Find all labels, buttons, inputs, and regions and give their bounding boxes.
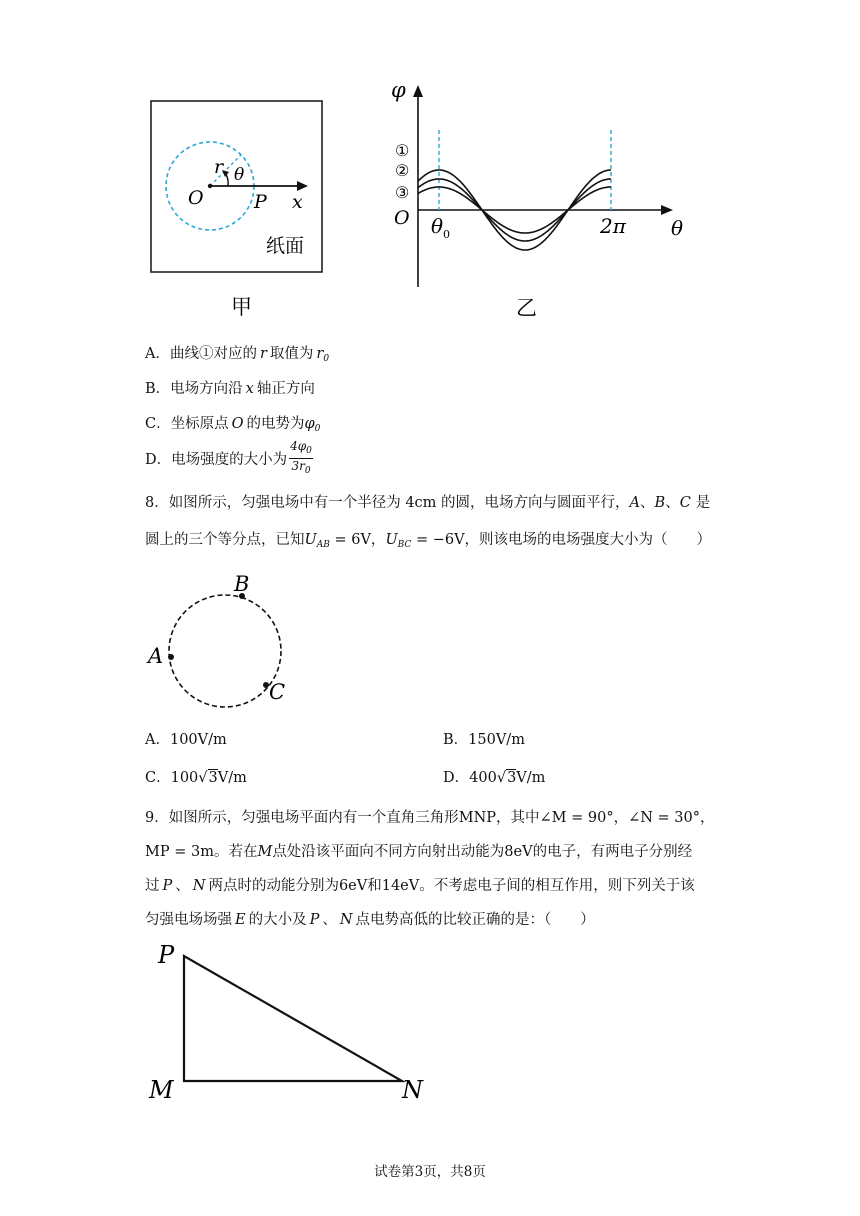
q8-text-2a: 圆上的三个等分点，已知 (145, 532, 305, 548)
q7-option-d[interactable] (145, 439, 313, 478)
triangle-mnp (184, 956, 402, 1081)
q8-text-1b: 是 (695, 495, 711, 511)
q8-option-d-radicand: 3 (507, 770, 517, 786)
q8-option-d[interactable] (443, 766, 545, 787)
fraction-numerator: 4φ (290, 439, 307, 453)
q8-var-b: B (654, 495, 666, 511)
q8-ubc-value: = −6V，则该电场的电场强度大小为（ ） (411, 532, 712, 548)
origin-dot (208, 184, 212, 188)
label-phi: φ (391, 78, 406, 102)
q9-label-m: M (149, 1076, 174, 1104)
q8-option-c[interactable] (145, 766, 247, 787)
q8-text-1a: 8．如图所示，匀强电场中有一个半径为 4cm 的圆，电场方向与圆面平行， (145, 495, 630, 511)
label-theta-axis: θ (671, 216, 684, 240)
q9-text-3b: 、 (175, 878, 190, 894)
q9-var-p2: P (309, 912, 320, 928)
q9-label-n: N (402, 1076, 423, 1104)
q8-var-a: A (629, 495, 641, 511)
caption-yi: 乙 (516, 296, 537, 320)
label-curve-1: ① (395, 141, 410, 160)
q9-var-p: P (162, 878, 173, 894)
q9-text-4d: 点电势高低的比较正确的是：（ ） (355, 912, 595, 928)
q8-sep-1: 、 (640, 495, 655, 511)
q9-line-1: 9．如图所示，匀强电场平面内有一个直角三角形MNP，其中∠M = 90°，∠N = 30°， (145, 810, 715, 826)
option-a-mid: 取值为 (269, 346, 314, 362)
q8-sep-2: 、 (665, 495, 680, 511)
q9-figure (140, 940, 440, 1110)
q9-var-n2: N (339, 912, 353, 928)
q8-option-c-sqrt: √3 (198, 770, 218, 786)
label-theta0: $\theta_0$ (431, 214, 451, 241)
fraction-numerator-sub: 0 (306, 446, 312, 456)
q9-var-e: E (235, 912, 246, 928)
q9-var-m: M (257, 844, 273, 860)
q8-ubc-symbol: U (385, 532, 398, 548)
q9-text-2a: MP = 3m。若在 (145, 844, 258, 860)
option-c-val-sub: 0 (314, 424, 321, 434)
fraction-denominator-sub: 0 (304, 466, 311, 476)
option-a-var: r (259, 346, 267, 362)
q8-option-c-unit: V/m (217, 770, 247, 786)
q9-label-p: P (158, 941, 175, 969)
q8-option-a[interactable]: A．100V/m (145, 732, 227, 748)
q8-line-1 (145, 491, 710, 512)
figure-yi (385, 75, 705, 325)
q9-text-4b: 的大小及 (248, 912, 307, 928)
x-arrow-head-icon (297, 181, 308, 191)
label-paper: 纸面 (266, 235, 305, 257)
q9-text-3c: 两点时的动能分别为6eV和14eV。不考虑电子间的相互作用，则下列关于该 (208, 878, 695, 894)
q8-label-b: B (234, 572, 250, 596)
option-d-fraction (289, 439, 313, 478)
q8-ubc-sub: BC (397, 540, 412, 550)
label-curve-3: ③ (395, 183, 410, 202)
label-x: x (292, 191, 303, 213)
page-footer: 试卷第3页，共8页 (374, 1164, 486, 1180)
q8-option-d-unit: V/m (516, 770, 546, 786)
q9-line-3 (145, 874, 695, 895)
q8-var-c: C (679, 495, 691, 511)
q8-option-d-sqrt: √3 (496, 770, 517, 786)
q8-option-c-radicand: 3 (208, 770, 218, 786)
q8-label-c: C (269, 680, 286, 704)
q8-figure (140, 570, 300, 710)
q9-var-n: N (192, 878, 206, 894)
q8-dashed-circle (169, 595, 281, 707)
label-origin: O (188, 187, 204, 209)
option-b-var: x (245, 381, 254, 397)
q8-uab-symbol: U (304, 532, 317, 548)
q8-option-d-number: D．400 (443, 770, 497, 786)
label-p: P (254, 191, 267, 213)
q9-text-4a: 匀强电场场强 (145, 912, 232, 928)
q9-text-3a: 过 (145, 878, 160, 894)
option-a-val: r (316, 346, 324, 362)
label-r: r (214, 156, 224, 178)
q8-line-2 (145, 528, 711, 550)
option-b-suffix: 轴正方向 (256, 381, 315, 397)
q9-text-4c: 、 (322, 912, 337, 928)
fraction-denominator: 3r (291, 459, 305, 473)
point-a-dot (168, 654, 174, 660)
option-c-var: O (231, 416, 244, 432)
q9-text-2b: 点处沿该平面向不同方向射出动能为8eV的电子，有两电子分别经 (272, 844, 693, 860)
caption-jia: 甲 (231, 295, 252, 319)
q8-option-c-number: C．100 (145, 770, 199, 786)
q7-option-b[interactable] (145, 377, 315, 398)
label-theta: θ (234, 165, 245, 185)
q8-option-b[interactable]: B．150V/m (443, 732, 525, 748)
option-d-prefix: D．电场强度的大小为 (145, 452, 288, 468)
option-a-val-sub: 0 (323, 354, 330, 364)
q7-option-a[interactable] (145, 342, 329, 364)
option-b-prefix: B．电场方向沿 (145, 381, 243, 397)
label-curve-2: ② (395, 161, 410, 180)
q9-line-4 (145, 908, 595, 929)
q8-uab-value: = 6V， (329, 532, 386, 548)
label-two-pi: 2π (600, 214, 626, 238)
figure-jia (140, 95, 340, 325)
q9-line-2 (145, 840, 692, 861)
theta-arrow-head-icon (661, 205, 673, 215)
q7-option-c[interactable] (145, 412, 320, 434)
option-c-mid: 的电势为 (246, 416, 305, 432)
option-c-val: φ (304, 416, 315, 432)
phi-arrow-head-icon (413, 85, 423, 97)
option-a-prefix: A．曲线①对应的 (145, 346, 257, 362)
option-c-prefix: C．坐标原点 (145, 416, 229, 432)
q8-uab-sub: AB (316, 540, 330, 550)
label-origin-yi: O (394, 207, 410, 229)
q8-label-a: A (148, 644, 164, 668)
